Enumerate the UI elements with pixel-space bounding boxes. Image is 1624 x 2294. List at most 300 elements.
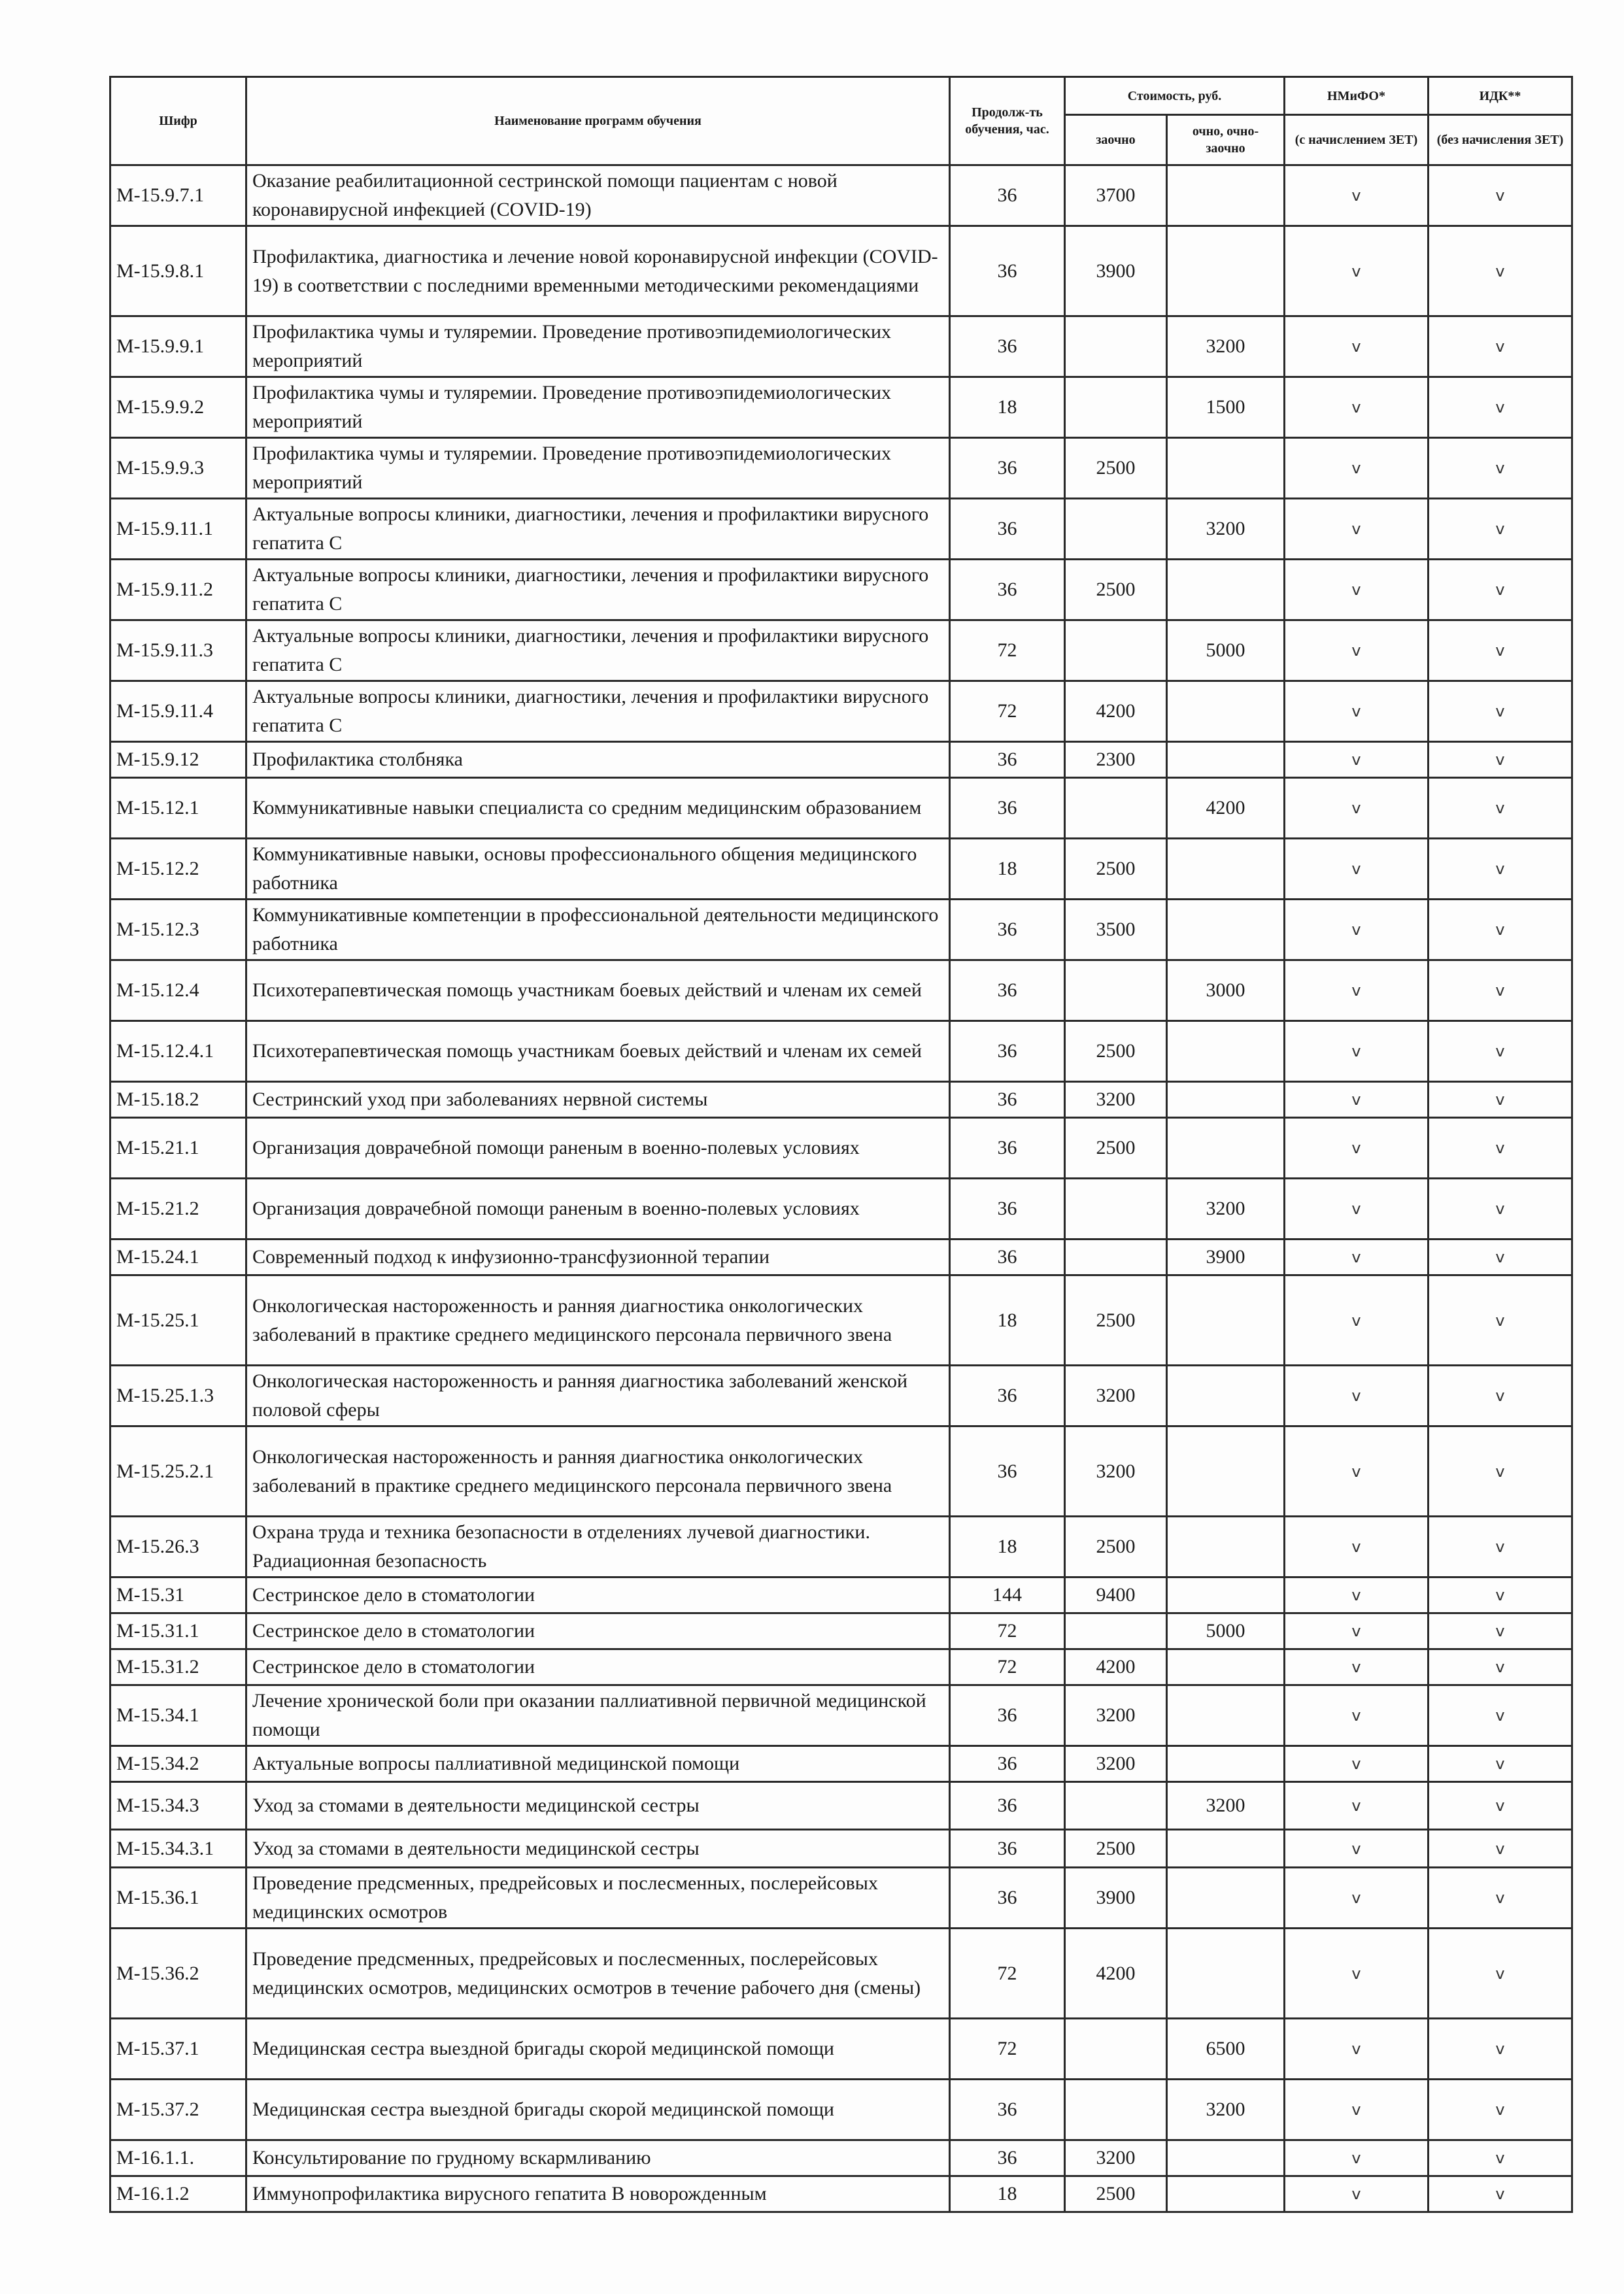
table-row	[110, 499, 1572, 560]
program-name: Актуальные вопросы клиники, диагностики, лечения и профилактики вирусного гепатита С	[246, 499, 950, 560]
cost-zaochno: 2500	[1065, 1830, 1167, 1868]
program-code: М-15.9.9.3	[110, 438, 246, 499]
cost-zaochno	[1065, 1240, 1167, 1275]
nmifo-check-mark: v	[1285, 1118, 1429, 1179]
nmifo-check-mark: v	[1285, 1868, 1429, 1929]
idk-check-mark: v	[1429, 2019, 1572, 2080]
nmifo-check-mark: v	[1285, 1649, 1429, 1685]
program-hours: 72	[950, 681, 1065, 742]
program-code: М-15.9.12	[110, 742, 246, 778]
cost-zaochno: 4200	[1065, 681, 1167, 742]
idk-check-mark: v	[1429, 2176, 1572, 2212]
table-row	[110, 839, 1572, 900]
nmifo-check-mark: v	[1285, 226, 1429, 316]
header-nmifo: НМиФО*	[1285, 77, 1429, 115]
cost-zaochno	[1065, 2019, 1167, 2080]
cost-ochno	[1167, 1577, 1285, 1613]
cost-zaochno: 3200	[1065, 1685, 1167, 1746]
nmifo-check-mark: v	[1285, 742, 1429, 778]
header-cost: Стоимость, руб.	[1065, 77, 1285, 115]
table-row	[110, 377, 1572, 438]
table-row	[110, 960, 1572, 1021]
cost-zaochno: 3200	[1065, 2140, 1167, 2176]
nmifo-check-mark: v	[1285, 1830, 1429, 1868]
cost-ochno: 3200	[1167, 1782, 1285, 1830]
idk-check-mark: v	[1429, 1868, 1572, 1929]
program-code: М-15.25.1	[110, 1275, 246, 1366]
program-name: Коммуникативные компетенции в профессиональной деятельности медицинского работника	[246, 900, 950, 960]
table-row	[110, 681, 1572, 742]
nmifo-check-mark: v	[1285, 1782, 1429, 1830]
program-name: Уход за стомами в деятельности медицинской сестры	[246, 1782, 950, 1830]
program-code: М-16.1.1.	[110, 2140, 246, 2176]
header-idk: ИДК**	[1429, 77, 1572, 115]
idk-check-mark: v	[1429, 742, 1572, 778]
cost-zaochno	[1065, 960, 1167, 1021]
table-row	[110, 316, 1572, 377]
program-name: Профилактика чумы и туляремии. Проведение противоэпидемиологических мероприятий	[246, 438, 950, 499]
program-hours: 36	[950, 1782, 1065, 1830]
idk-check-mark: v	[1429, 1929, 1572, 2019]
table-row	[110, 900, 1572, 960]
nmifo-check-mark: v	[1285, 560, 1429, 620]
program-name: Медицинская сестра выездной бригады скорой медицинской помощи	[246, 2019, 950, 2080]
program-code: М-15.36.2	[110, 1929, 246, 2019]
program-name: Медицинская сестра выездной бригады скорой медицинской помощи	[246, 2080, 950, 2140]
idk-check-mark: v	[1429, 1118, 1572, 1179]
program-name: Проведение предсменных, предрейсовых и послесменных, послерейсовых медицинских осмотров, медицинских осмотров в течение рабочего дня (смены)	[246, 1929, 950, 2019]
cost-zaochno	[1065, 1613, 1167, 1649]
program-hours: 18	[950, 839, 1065, 900]
cost-zaochno	[1065, 377, 1167, 438]
program-name: Уход за стомами в деятельности медицинской сестры	[246, 1830, 950, 1868]
program-hours: 36	[950, 438, 1065, 499]
cost-ochno	[1167, 1929, 1285, 2019]
program-code: М-15.12.4	[110, 960, 246, 1021]
idk-check-mark: v	[1429, 1782, 1572, 1830]
cost-ochno	[1167, 1649, 1285, 1685]
cost-ochno: 3200	[1167, 499, 1285, 560]
idk-check-mark: v	[1429, 1685, 1572, 1746]
program-name: Профилактика чумы и туляремии. Проведение противоэпидемиологических мероприятий	[246, 316, 950, 377]
nmifo-check-mark: v	[1285, 316, 1429, 377]
program-code: М-15.12.4.1	[110, 1021, 246, 1082]
program-name: Профилактика чумы и туляремии. Проведение противоэпидемиологических мероприятий	[246, 377, 950, 438]
program-hours: 36	[950, 1426, 1065, 1517]
table-row	[110, 226, 1572, 316]
program-name: Сестринское дело в стоматологии	[246, 1613, 950, 1649]
program-code: М-15.9.7.1	[110, 165, 246, 226]
program-name: Современный подход к инфузионно-трансфузионной терапии	[246, 1240, 950, 1275]
program-code: М-15.25.2.1	[110, 1426, 246, 1517]
header-code: Шифр	[110, 77, 246, 165]
cost-ochno	[1167, 226, 1285, 316]
table-row	[110, 1179, 1572, 1240]
cost-zaochno	[1065, 778, 1167, 839]
cost-ochno	[1167, 2140, 1285, 2176]
program-hours: 72	[950, 1929, 1065, 2019]
nmifo-check-mark: v	[1285, 499, 1429, 560]
cost-ochno	[1167, 1366, 1285, 1426]
program-name: Проведение предсменных, предрейсовых и послесменных, послерейсовых медицинских осмотров	[246, 1868, 950, 1929]
table-header	[110, 77, 1572, 165]
table-row	[110, 2140, 1572, 2176]
program-code: М-15.9.11.3	[110, 620, 246, 681]
cost-ochno	[1167, 1685, 1285, 1746]
program-hours: 36	[950, 742, 1065, 778]
program-hours: 18	[950, 377, 1065, 438]
cost-ochno: 6500	[1167, 2019, 1285, 2080]
idk-check-mark: v	[1429, 377, 1572, 438]
program-code: М-15.9.11.1	[110, 499, 246, 560]
cost-zaochno	[1065, 1179, 1167, 1240]
table-row	[110, 1929, 1572, 2019]
cost-zaochno: 2500	[1065, 1118, 1167, 1179]
program-hours: 36	[950, 2080, 1065, 2140]
cost-ochno: 1500	[1167, 377, 1285, 438]
table-row	[110, 2019, 1572, 2080]
nmifo-check-mark: v	[1285, 2019, 1429, 2080]
program-hours: 36	[950, 1746, 1065, 1782]
cost-ochno	[1167, 742, 1285, 778]
program-code: М-15.12.2	[110, 839, 246, 900]
program-name: Иммунопрофилактика вирусного гепатита В новорожденным	[246, 2176, 950, 2212]
cost-zaochno	[1065, 1782, 1167, 1830]
program-code: М-15.34.2	[110, 1746, 246, 1782]
program-name: Профилактика, диагностика и лечение новой коронавирусной инфекции (COVID-19) в соответствии с последними временными методическими рекомендациями	[246, 226, 950, 316]
cost-ochno: 4200	[1167, 778, 1285, 839]
table-row	[110, 1649, 1572, 1685]
cost-zaochno: 2300	[1065, 742, 1167, 778]
program-hours: 36	[950, 316, 1065, 377]
header-nmifo-sub: (с начислением ЗЕТ)	[1285, 115, 1429, 165]
idk-check-mark: v	[1429, 1082, 1572, 1118]
nmifo-check-mark: v	[1285, 165, 1429, 226]
program-hours: 36	[950, 1685, 1065, 1746]
cost-zaochno: 3200	[1065, 1746, 1167, 1782]
cost-ochno	[1167, 1830, 1285, 1868]
nmifo-check-mark: v	[1285, 377, 1429, 438]
idk-check-mark: v	[1429, 1426, 1572, 1517]
cost-zaochno: 3900	[1065, 1868, 1167, 1929]
cost-zaochno: 2500	[1065, 560, 1167, 620]
program-code: М-16.1.2	[110, 2176, 246, 2212]
program-code: М-15.37.2	[110, 2080, 246, 2140]
cost-zaochno	[1065, 316, 1167, 377]
cost-zaochno	[1065, 2080, 1167, 2140]
program-name: Онкологическая настороженность и ранняя диагностика заболеваний женской половой сферы	[246, 1366, 950, 1426]
header-duration: Продолж-ть обучения, час.	[950, 77, 1065, 165]
program-hours: 36	[950, 1830, 1065, 1868]
header-idk-sub: (без начисления ЗЕТ)	[1429, 115, 1572, 165]
program-name: Актуальные вопросы клиники, диагностики, лечения и профилактики вирусного гепатита С	[246, 620, 950, 681]
cost-ochno	[1167, 681, 1285, 742]
idk-check-mark: v	[1429, 1649, 1572, 1685]
program-hours: 36	[950, 1179, 1065, 1240]
programs-price-table	[109, 76, 1573, 2213]
idk-check-mark: v	[1429, 226, 1572, 316]
idk-check-mark: v	[1429, 839, 1572, 900]
nmifo-check-mark: v	[1285, 1179, 1429, 1240]
idk-check-mark: v	[1429, 1366, 1572, 1426]
program-code: М-15.26.3	[110, 1517, 246, 1577]
program-name: Психотерапевтическая помощь участникам боевых действий и членам их семей	[246, 1021, 950, 1082]
cost-ochno	[1167, 1517, 1285, 1577]
table-row	[110, 1613, 1572, 1649]
table-row	[110, 1240, 1572, 1275]
idk-check-mark: v	[1429, 316, 1572, 377]
idk-check-mark: v	[1429, 1275, 1572, 1366]
program-name: Охрана труда и техника безопасности в отделениях лучевой диагностики. Радиационная безопасность	[246, 1517, 950, 1577]
program-code: М-15.31	[110, 1577, 246, 1613]
program-code: М-15.31.1	[110, 1613, 246, 1649]
program-name: Онкологическая настороженность и ранняя диагностика онкологических заболеваний в практике среднего медицинского персонала первичного звена	[246, 1275, 950, 1366]
header-cost-ochno: очно, очно-заочно	[1167, 115, 1285, 165]
program-hours: 36	[950, 900, 1065, 960]
cost-zaochno: 2500	[1065, 438, 1167, 499]
nmifo-check-mark: v	[1285, 1929, 1429, 2019]
program-name: Актуальные вопросы клиники, диагностики, лечения и профилактики вирусного гепатита С	[246, 560, 950, 620]
nmifo-check-mark: v	[1285, 1577, 1429, 1613]
table-row	[110, 1426, 1572, 1517]
cost-zaochno: 3700	[1065, 165, 1167, 226]
cost-ochno: 3000	[1167, 960, 1285, 1021]
header-name: Наименование программ обучения	[246, 77, 950, 165]
program-name: Сестринское дело в стоматологии	[246, 1577, 950, 1613]
idk-check-mark: v	[1429, 681, 1572, 742]
nmifo-check-mark: v	[1285, 2176, 1429, 2212]
idk-check-mark: v	[1429, 1021, 1572, 1082]
program-code: М-15.12.1	[110, 778, 246, 839]
cost-zaochno: 3500	[1065, 900, 1167, 960]
program-code: М-15.9.9.1	[110, 316, 246, 377]
program-hours: 36	[950, 1082, 1065, 1118]
cost-zaochno: 2500	[1065, 1517, 1167, 1577]
cost-ochno: 3200	[1167, 2080, 1285, 2140]
program-name: Актуальные вопросы клиники, диагностики, лечения и профилактики вирусного гепатита С	[246, 681, 950, 742]
cost-ochno	[1167, 1868, 1285, 1929]
program-hours: 36	[950, 499, 1065, 560]
idk-check-mark: v	[1429, 560, 1572, 620]
program-code: М-15.34.3.1	[110, 1830, 246, 1868]
cost-zaochno: 3200	[1065, 1082, 1167, 1118]
table-row	[110, 1782, 1572, 1830]
cost-zaochno: 2500	[1065, 1021, 1167, 1082]
cost-ochno	[1167, 1021, 1285, 1082]
program-code: М-15.12.3	[110, 900, 246, 960]
cost-zaochno: 4200	[1065, 1649, 1167, 1685]
nmifo-check-mark: v	[1285, 1426, 1429, 1517]
nmifo-check-mark: v	[1285, 438, 1429, 499]
idk-check-mark: v	[1429, 2080, 1572, 2140]
idk-check-mark: v	[1429, 1577, 1572, 1613]
cost-ochno	[1167, 2176, 1285, 2212]
idk-check-mark: v	[1429, 165, 1572, 226]
program-hours: 36	[950, 1240, 1065, 1275]
cost-ochno: 5000	[1167, 620, 1285, 681]
program-name: Лечение хронической боли при оказании паллиативной первичной медицинской помощи	[246, 1685, 950, 1746]
nmifo-check-mark: v	[1285, 900, 1429, 960]
nmifo-check-mark: v	[1285, 620, 1429, 681]
program-hours: 36	[950, 226, 1065, 316]
cost-zaochno: 9400	[1065, 1577, 1167, 1613]
cost-zaochno: 2500	[1065, 839, 1167, 900]
header-cost-zaochno: заочно	[1065, 115, 1167, 165]
table-row	[110, 2176, 1572, 2212]
program-hours: 18	[950, 1275, 1065, 1366]
table-row	[110, 560, 1572, 620]
table-row	[110, 620, 1572, 681]
cost-zaochno	[1065, 620, 1167, 681]
program-hours: 36	[950, 1366, 1065, 1426]
table-row	[110, 1685, 1572, 1746]
cost-ochno	[1167, 839, 1285, 900]
table-row	[110, 1366, 1572, 1426]
program-hours: 18	[950, 2176, 1065, 2212]
program-hours: 36	[950, 778, 1065, 839]
idk-check-mark: v	[1429, 438, 1572, 499]
table-row	[110, 1577, 1572, 1613]
cost-zaochno: 2500	[1065, 2176, 1167, 2212]
nmifo-check-mark: v	[1285, 1275, 1429, 1366]
program-name: Актуальные вопросы паллиативной медицинской помощи	[246, 1746, 950, 1782]
program-name: Коммуникативные навыки, основы профессионального общения медицинского работника	[246, 839, 950, 900]
program-name: Сестринское дело в стоматологии	[246, 1649, 950, 1685]
idk-check-mark: v	[1429, 1240, 1572, 1275]
program-hours: 18	[950, 1517, 1065, 1577]
nmifo-check-mark: v	[1285, 2140, 1429, 2176]
program-hours: 144	[950, 1577, 1065, 1613]
nmifo-check-mark: v	[1285, 1685, 1429, 1746]
program-name: Консультирование по грудному вскармливанию	[246, 2140, 950, 2176]
program-hours: 72	[950, 620, 1065, 681]
table-row	[110, 438, 1572, 499]
program-hours: 36	[950, 165, 1065, 226]
nmifo-check-mark: v	[1285, 1517, 1429, 1577]
nmifo-check-mark: v	[1285, 1746, 1429, 1782]
nmifo-check-mark: v	[1285, 1240, 1429, 1275]
table-row	[110, 1868, 1572, 1929]
nmifo-check-mark: v	[1285, 681, 1429, 742]
cost-zaochno: 3900	[1065, 226, 1167, 316]
idk-check-mark: v	[1429, 499, 1572, 560]
idk-check-mark: v	[1429, 960, 1572, 1021]
nmifo-check-mark: v	[1285, 778, 1429, 839]
program-name: Организация доврачебной помощи раненым в военно-полевых условиях	[246, 1118, 950, 1179]
table-row	[110, 1118, 1572, 1179]
table-row	[110, 778, 1572, 839]
cost-ochno	[1167, 1118, 1285, 1179]
cost-ochno	[1167, 900, 1285, 960]
program-hours: 36	[950, 960, 1065, 1021]
program-code: М-15.37.1	[110, 2019, 246, 2080]
program-name: Оказание реабилитационной сестринской помощи пациентам с новой коронавирусной инфекцией (COVID-19)	[246, 165, 950, 226]
cost-ochno	[1167, 560, 1285, 620]
program-code: М-15.9.8.1	[110, 226, 246, 316]
idk-check-mark: v	[1429, 1830, 1572, 1868]
program-code: М-15.9.9.2	[110, 377, 246, 438]
idk-check-mark: v	[1429, 1179, 1572, 1240]
cost-ochno	[1167, 1275, 1285, 1366]
program-name: Онкологическая настороженность и ранняя диагностика онкологических заболеваний в практике среднего медицинского персонала первичного звена	[246, 1426, 950, 1517]
program-code: М-15.34.1	[110, 1685, 246, 1746]
idk-check-mark: v	[1429, 1746, 1572, 1782]
table-row	[110, 2080, 1572, 2140]
program-hours: 36	[950, 1021, 1065, 1082]
cost-zaochno	[1065, 499, 1167, 560]
table-row	[110, 1830, 1572, 1868]
program-hours: 36	[950, 1868, 1065, 1929]
program-code: М-15.9.11.2	[110, 560, 246, 620]
idk-check-mark: v	[1429, 1517, 1572, 1577]
idk-check-mark: v	[1429, 2140, 1572, 2176]
program-name: Психотерапевтическая помощь участникам боевых действий и членам их семей	[246, 960, 950, 1021]
program-name: Профилактика столбняка	[246, 742, 950, 778]
program-code: М-15.34.3	[110, 1782, 246, 1830]
nmifo-check-mark: v	[1285, 839, 1429, 900]
cost-ochno	[1167, 1082, 1285, 1118]
idk-check-mark: v	[1429, 778, 1572, 839]
table-body	[110, 165, 1572, 2212]
nmifo-check-mark: v	[1285, 1021, 1429, 1082]
cost-ochno: 3200	[1167, 1179, 1285, 1240]
program-name: Организация доврачебной помощи раненым в военно-полевых условиях	[246, 1179, 950, 1240]
nmifo-check-mark: v	[1285, 960, 1429, 1021]
program-code: М-15.21.1	[110, 1118, 246, 1179]
cost-zaochno: 2500	[1065, 1275, 1167, 1366]
cost-ochno	[1167, 1746, 1285, 1782]
table-row	[110, 1275, 1572, 1366]
program-code: М-15.18.2	[110, 1082, 246, 1118]
program-hours: 72	[950, 2019, 1065, 2080]
cost-zaochno: 3200	[1065, 1366, 1167, 1426]
program-hours: 72	[950, 1649, 1065, 1685]
cost-ochno: 3200	[1167, 316, 1285, 377]
idk-check-mark: v	[1429, 620, 1572, 681]
cost-ochno	[1167, 1426, 1285, 1517]
table-row	[110, 1746, 1572, 1782]
table-row	[110, 742, 1572, 778]
nmifo-check-mark: v	[1285, 1082, 1429, 1118]
program-code: М-15.25.1.3	[110, 1366, 246, 1426]
program-hours: 72	[950, 1613, 1065, 1649]
table-row	[110, 165, 1572, 226]
nmifo-check-mark: v	[1285, 1613, 1429, 1649]
table-row	[110, 1517, 1572, 1577]
nmifo-check-mark: v	[1285, 2080, 1429, 2140]
program-code: М-15.21.2	[110, 1179, 246, 1240]
program-hours: 36	[950, 560, 1065, 620]
program-code: М-15.9.11.4	[110, 681, 246, 742]
cost-ochno: 3900	[1167, 1240, 1285, 1275]
idk-check-mark: v	[1429, 1613, 1572, 1649]
program-code: М-15.36.1	[110, 1868, 246, 1929]
cost-ochno: 5000	[1167, 1613, 1285, 1649]
cost-ochno	[1167, 438, 1285, 499]
cost-ochno	[1167, 165, 1285, 226]
program-name: Коммуникативные навыки специалиста со средним медицинским образованием	[246, 778, 950, 839]
idk-check-mark: v	[1429, 900, 1572, 960]
program-hours: 36	[950, 1118, 1065, 1179]
program-hours: 36	[950, 2140, 1065, 2176]
program-code: М-15.24.1	[110, 1240, 246, 1275]
table-row	[110, 1021, 1572, 1082]
program-name: Сестринский уход при заболеваниях нервной системы	[246, 1082, 950, 1118]
cost-zaochno: 3200	[1065, 1426, 1167, 1517]
table-row	[110, 1082, 1572, 1118]
nmifo-check-mark: v	[1285, 1366, 1429, 1426]
program-code: М-15.31.2	[110, 1649, 246, 1685]
